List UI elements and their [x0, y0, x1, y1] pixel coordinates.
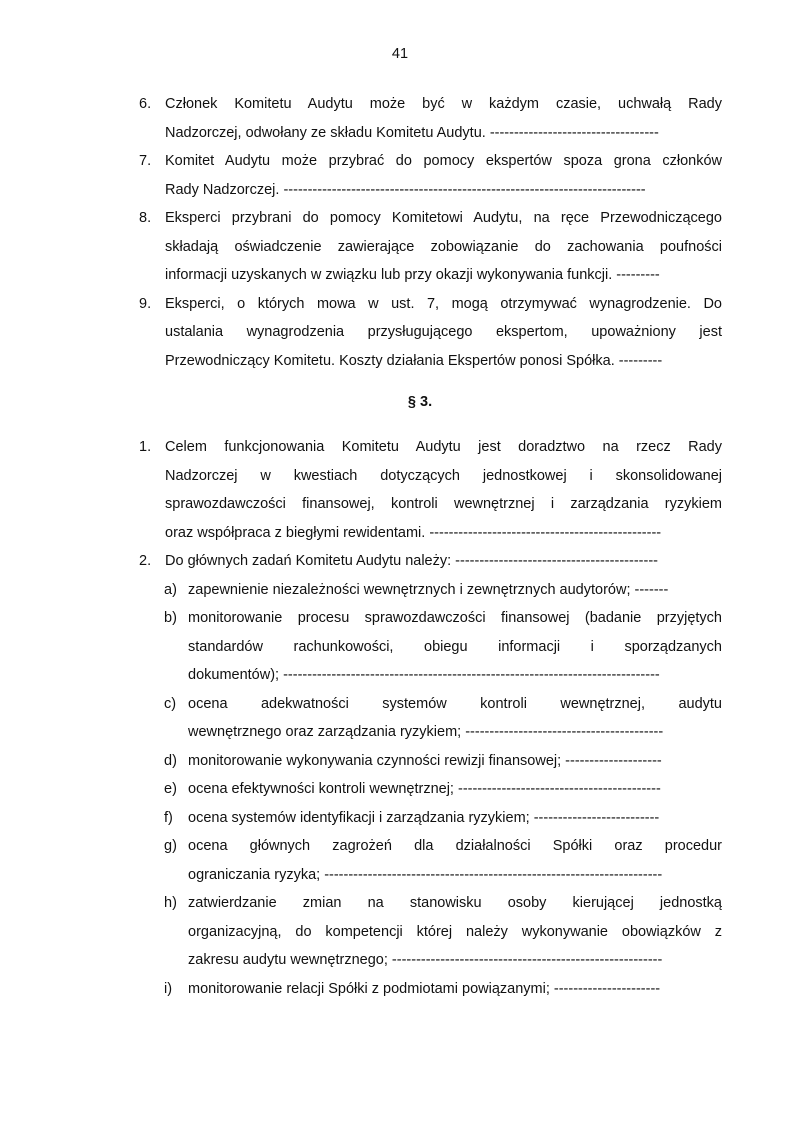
sub-item-line: monitorowanie relacji Spółki z podmiotami powiązanymi; ---------------------- — [188, 980, 661, 997]
list-item-marker: 6. — [139, 96, 152, 112]
list-item-line: informacji uzyskanych w związku lub przy okazji wykonywania funkcji. --------- — [165, 267, 660, 283]
list-item-line: sprawozdawczości finansowej, kontroli wewnętrznej i zarządzania ryzykiem — [165, 496, 722, 512]
sub-item-line: zatwierdzanie zmian na stanowisku osoby kierującej jednostką — [188, 895, 722, 911]
sub-item-marker: c) — [164, 695, 177, 712]
list-item-line: Celem funkcjonowania Komitetu Audytu jest doradztwo na rzecz Rady — [165, 439, 722, 455]
sub-item-line: ocena głównych zagrożeń dla działalności Spółki oraz procedur — [188, 838, 722, 854]
list-item-line: Nadzorczej w kwestiach dotyczących jednostkowej i skonsolidowanej — [165, 467, 722, 484]
page-number: 41 — [391, 46, 409, 62]
sub-item-line: monitorowanie procesu sprawozdawczości finansowej (badanie przyjętych — [188, 610, 722, 626]
sub-item-marker: g) — [164, 838, 177, 854]
sub-item-line: zapewnienie niezależności wewnętrznych i zewnętrznych audytorów; ------- — [188, 581, 669, 598]
sub-item-line: organizacyjną, do kompetencji której należy wykonywanie obowiązków z — [188, 923, 722, 940]
sub-item-line: dokumentów); ------------------------------------------------------------------------------ — [188, 667, 660, 683]
list-item-line: Nadzorczej, odwołany ze składu Komitetu Audytu. ----------------------------------- — [165, 124, 659, 141]
list-item-marker: 1. — [139, 439, 152, 455]
list-item-line: ustalania wynagrodzenia przysługującego ekspertom, upoważniony jest — [165, 324, 722, 340]
sub-item-marker: b) — [164, 610, 177, 626]
sub-item-marker: h) — [164, 895, 177, 911]
list-item-marker: 9. — [139, 295, 152, 312]
section-heading: § 3. — [407, 394, 433, 410]
list-item-line: oraz współpraca z biegłymi rewidentami. ------------------------------------------------ — [165, 524, 662, 541]
list-item-line: Eksperci przybrani do pomocy Komitetowi Audytu, na ręce Przewodniczącego — [165, 210, 722, 226]
sub-item-line: ocena efektywności kontroli wewnętrznej; ------------------------------------------ — [188, 781, 661, 797]
list-item-marker: 2. — [139, 553, 152, 569]
sub-item-line: standardów rachunkowości, obiegu informacji i sporządzanych — [188, 638, 722, 655]
sub-item-marker: i) — [164, 980, 173, 997]
list-item-marker: 8. — [139, 210, 152, 226]
sub-item-marker: e) — [164, 781, 177, 797]
sub-item-marker: f) — [164, 809, 173, 826]
sub-item-line: ograniczania ryzyka; ---------------------------------------------------------------------- — [188, 866, 663, 883]
sub-item-line: ocena adekwatności systemów kontroli wewnętrznej, audytu — [188, 695, 722, 712]
list-item-marker: 7. — [139, 153, 152, 169]
sub-item-line: monitorowanie wykonywania czynności rewizji finansowej; -------------------- — [188, 752, 662, 769]
sub-item-marker: a) — [164, 581, 177, 598]
sub-item-marker: d) — [164, 752, 177, 769]
list-item-line: składają oświadczenie zawierające zobowiązanie do zachowania poufności — [165, 238, 722, 255]
sub-item-line: wewnętrznego oraz zarządzania ryzykiem; ----------------------------------------- — [188, 724, 664, 740]
list-item-line: Komitet Audytu może przybrać do pomocy ekspertów spoza grona członków — [165, 153, 722, 169]
list-item-line: Eksperci, o których mowa w ust. 7, mogą otrzymywać wynagrodzenie. Do — [165, 295, 722, 312]
sub-item-line: ocena systemów identyfikacji i zarządzania ryzykiem; -------------------------- — [188, 809, 660, 826]
list-item-line: Przewodniczący Komitetu. Koszty działania Ekspertów ponosi Spółka. --------- — [165, 352, 663, 369]
sub-item-line: zakresu audytu wewnętrznego; -------------------------------------------------------- — [188, 952, 663, 968]
list-item-line: Do głównych zadań Komitetu Audytu należy: ------------------------------------------ — [165, 553, 658, 569]
list-item-line: Członek Komitetu Audytu może być w każdym czasie, uchwałą Rady — [165, 96, 722, 112]
list-item-line: Rady Nadzorczej. --------------------------------------------------------------------------- — [165, 181, 646, 198]
